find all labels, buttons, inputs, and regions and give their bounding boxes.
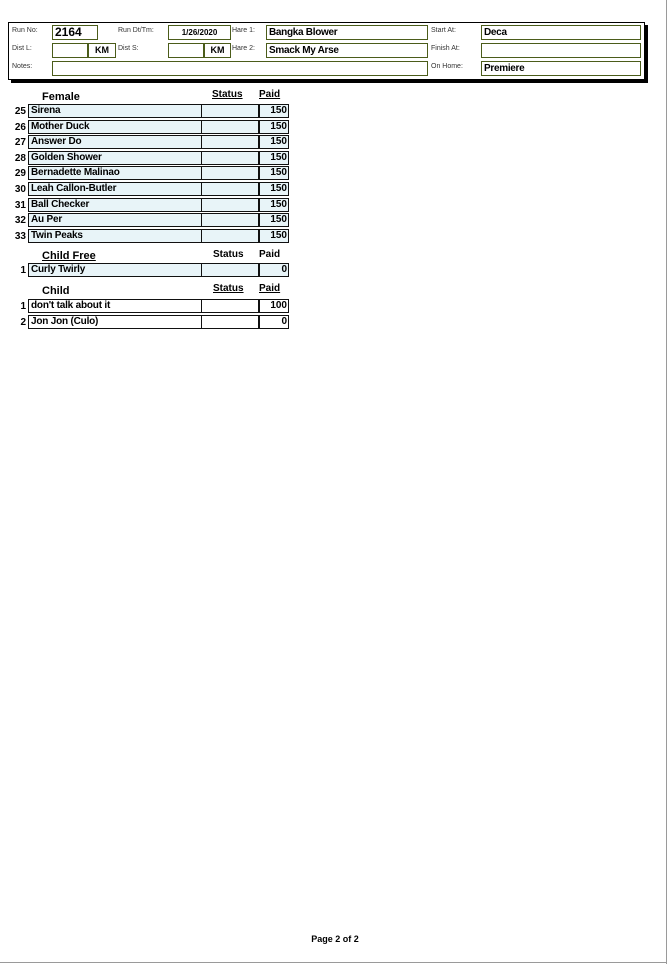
row-number: 26 (14, 121, 26, 133)
dist-l-unit: KM (88, 43, 116, 58)
member-name: Jon Jon (Culo) (28, 315, 208, 329)
table-row (8, 299, 288, 315)
page-edge-right (666, 0, 667, 964)
member-name: Ball Checker (28, 198, 208, 212)
paid-cell: 100 (259, 299, 289, 313)
row-number: 31 (14, 199, 26, 211)
female-list (8, 104, 288, 244)
dist-l-field (52, 43, 88, 58)
row-number: 2 (20, 316, 26, 328)
dist-l-label: Dist L: (12, 45, 32, 52)
paid-cell: 150 (259, 104, 289, 118)
table-row (8, 315, 288, 331)
table-row (8, 104, 288, 120)
member-name: don't talk about it (28, 299, 208, 313)
member-name: Au Per (28, 213, 208, 227)
table-row (8, 182, 288, 198)
female-status-header: Status (212, 89, 243, 100)
child-free-status-header: Status (213, 249, 244, 260)
dist-s-unit: KM (204, 43, 231, 58)
member-name: Curly Twirly (28, 263, 208, 277)
finish-at-field (481, 43, 641, 58)
row-number: 28 (14, 152, 26, 164)
paid-cell: 150 (259, 182, 289, 196)
table-row (8, 151, 288, 167)
row-number: 1 (20, 301, 26, 312)
paid-cell: 0 (259, 315, 289, 329)
status-cell (201, 198, 259, 212)
status-cell (201, 182, 259, 196)
status-cell (201, 151, 259, 165)
page-edge-bottom (0, 962, 667, 963)
member-name: Answer Do (28, 135, 208, 149)
on-home-label: On Home: (431, 63, 463, 70)
on-home-field: Premiere (481, 61, 641, 76)
paid-cell: 150 (259, 166, 289, 180)
status-cell (201, 120, 259, 134)
row-number: 32 (14, 215, 26, 227)
status-cell (201, 104, 259, 118)
notes-label: Notes: (12, 63, 33, 70)
member-name: Leah Callon-Butler (28, 182, 208, 196)
finish-at-label: Finish At: (431, 45, 460, 52)
paid-cell: 150 (259, 135, 289, 149)
run-no-label: Run No: (12, 27, 38, 34)
female-paid-header: Paid (259, 89, 281, 100)
dist-s-label: Dist S: (118, 45, 139, 52)
run-no-field: 2164 (52, 25, 98, 40)
start-at-field: Deca (481, 25, 641, 40)
table-row (8, 120, 288, 136)
row-number: 30 (14, 183, 26, 195)
table-row (8, 166, 288, 182)
run-dt-label: Run Dt/Tm: (118, 27, 154, 34)
paid-cell: 150 (259, 229, 289, 243)
paid-cell: 150 (259, 120, 289, 134)
status-cell (201, 315, 259, 329)
run-dt-field: 1/26/2020 (168, 25, 231, 40)
member-name: Mother Duck (28, 120, 208, 134)
member-name: Golden Shower (28, 151, 208, 165)
page-number: Page 2 of 2 (311, 934, 359, 944)
status-cell (201, 229, 259, 243)
hare2-label: Hare 2: (232, 45, 255, 52)
child-section-title: Child (42, 285, 70, 297)
table-row (8, 213, 288, 229)
status-cell (201, 213, 259, 227)
start-at-label: Start At: (431, 27, 456, 34)
row-number: 1 (20, 265, 26, 276)
paid-cell: 150 (259, 151, 289, 165)
status-cell (201, 135, 259, 149)
row-number: 27 (14, 137, 26, 149)
table-row (8, 263, 288, 279)
female-section-title: Female (42, 91, 80, 103)
table-row (8, 198, 288, 214)
member-name: Sirena (28, 104, 208, 118)
child-list (8, 299, 288, 330)
hare1-label: Hare 1: (232, 27, 255, 34)
member-name: Twin Peaks (28, 229, 208, 243)
row-number: 29 (14, 168, 26, 180)
child-status-header: Status (213, 283, 244, 294)
hare1-field: Bangka Blower (266, 25, 428, 40)
paid-cell: 150 (259, 213, 289, 227)
dist-s-field (168, 43, 204, 58)
run-header (8, 22, 645, 80)
child-free-section-title: Child Free (42, 250, 96, 262)
paid-cell: 150 (259, 198, 289, 212)
paid-cell: 0 (259, 263, 289, 277)
hare2-field: Smack My Arse (266, 43, 428, 58)
status-cell (201, 263, 259, 277)
status-cell (201, 299, 259, 313)
member-name: Bernadette Malinao (28, 166, 208, 180)
row-number: 25 (14, 106, 26, 117)
table-row (8, 135, 288, 151)
notes-field (52, 61, 428, 76)
table-row (8, 229, 288, 245)
row-number: 33 (14, 230, 26, 242)
status-cell (201, 166, 259, 180)
child-free-paid-header: Paid (259, 249, 281, 260)
child-free-list (8, 263, 288, 279)
child-paid-header: Paid (259, 283, 281, 294)
